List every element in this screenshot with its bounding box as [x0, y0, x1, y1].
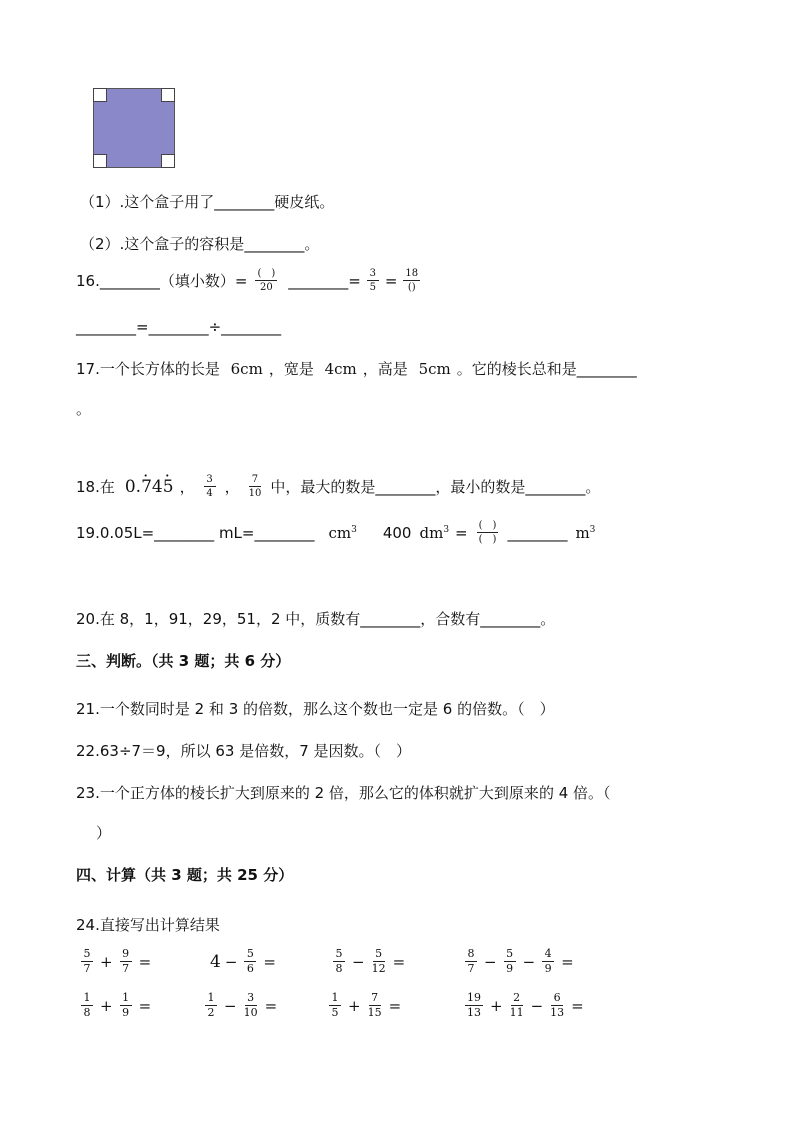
q18-digit-2: 4 — [151, 476, 163, 497]
calc-r2c2 — [202, 992, 281, 1019]
q18-tail: 中，最大的数是________，最小的数是________。 — [270, 478, 601, 496]
calc-den: 7 — [122, 962, 130, 975]
q22: 22.63÷7＝9，所以 63 是倍数，7 是因数。（ ） — [76, 742, 412, 760]
q20: 20.在 8，1，91，29，51，2 中，质数有________，合数有________。 — [76, 610, 556, 628]
calc-op: − — [484, 952, 497, 971]
calc-eq: = — [392, 952, 406, 971]
calc-den: 7 — [83, 962, 91, 975]
box-net-figure — [93, 88, 175, 168]
q19-unit-dm: dm — [419, 523, 444, 542]
q19-line — [76, 520, 595, 545]
q19-f-den: ( ) — [478, 534, 497, 545]
calc-den: 6 — [246, 962, 254, 975]
calc-num: 5 — [373, 948, 385, 962]
q17-width: 4cm — [324, 360, 357, 378]
calc-eq: = — [388, 996, 402, 1015]
calc-eq: = — [263, 952, 276, 971]
calc-r2c1 — [78, 992, 155, 1019]
q19-eq: = — [455, 523, 468, 542]
calc-r1c1 — [78, 948, 155, 975]
q16-f1-den: 20 — [259, 282, 273, 293]
calc-num: 4 — [542, 948, 554, 962]
q18-sep-1: ， — [179, 478, 195, 496]
calc-num: 2 — [511, 992, 523, 1006]
q19-f-num: ( ) — [478, 520, 497, 531]
calc-num: 7 — [369, 992, 381, 1006]
section-4-heading: 四、计算（共 3 题；共 25 分） — [76, 866, 294, 884]
q17-length: 6cm — [230, 360, 263, 378]
q18-sep-2: ， — [224, 478, 240, 496]
q16-line2: ________=________÷________ — [76, 318, 282, 336]
q18-f1-num: 3 — [204, 474, 216, 487]
calc-den: 2 — [207, 1006, 215, 1019]
q15-sub1: （1）.这个盒子用了________硬皮纸。 — [80, 193, 335, 211]
calc-op: + — [100, 996, 113, 1015]
calc-num: 1 — [329, 992, 341, 1006]
calc-r1c3 — [330, 948, 409, 975]
q19-unit-cm3 — [328, 524, 356, 542]
calc-den: 11 — [509, 1006, 524, 1019]
calc-num: 1 — [205, 992, 217, 1006]
q19-exp-3: 3 — [589, 524, 596, 535]
q21: 21.一个数同时是 2 和 3 的倍数，那么这个数也一定是 6 的倍数。（ ） — [76, 700, 555, 718]
q17-line — [76, 358, 637, 379]
calc-r2c3 — [326, 992, 405, 1019]
q19-lead: 19.0.05L=________ mL=________ — [76, 523, 315, 542]
calc-eq: = — [561, 952, 574, 971]
calc-op: − — [224, 996, 237, 1015]
calc-num: 1 — [81, 992, 93, 1006]
calc-den: 12 — [371, 962, 386, 975]
calc-den: 5 — [331, 1006, 339, 1019]
q18-f1-den: 4 — [206, 488, 213, 499]
calc-num: 1 — [120, 992, 132, 1006]
cut-corner-top-left — [93, 88, 107, 102]
cut-corner-bottom-right — [161, 154, 175, 168]
q16-blank: ________= — [288, 271, 361, 290]
q17-text-c: ，高是 — [362, 360, 408, 378]
q19-unit-cm: cm — [328, 523, 352, 542]
q17-text-a: 17.一个长方体的长是 — [76, 360, 220, 378]
q16-f1-num: ( ) — [257, 268, 276, 279]
q16-fraction-1 — [255, 268, 277, 293]
calc-num: 3 — [245, 992, 257, 1006]
calc-eq: = — [138, 996, 152, 1015]
calc-den: 9 — [506, 962, 514, 975]
q18-f2-den: 10 — [248, 488, 262, 499]
q16-f2-num: 3 — [367, 268, 379, 281]
calc-den: 13 — [550, 1006, 565, 1019]
calc-den: 10 — [243, 1006, 258, 1019]
calc-op: + — [100, 952, 113, 971]
q15-sub2: （2）.这个盒子的容积是________。 — [80, 235, 320, 253]
calc-int: 4 — [210, 951, 221, 972]
calc-eq: = — [138, 952, 152, 971]
q19-unit-dm3 — [419, 524, 449, 542]
calc-num: 9 — [120, 948, 132, 962]
q17-end: 。 — [76, 400, 92, 418]
q16-f2-den: 5 — [369, 282, 377, 293]
calc-eq: = — [571, 996, 584, 1015]
calc-den: 13 — [467, 1006, 481, 1019]
calc-op: − — [224, 952, 238, 971]
q18-lead: 18.在 — [76, 478, 115, 496]
q19-exp-1: 3 — [351, 524, 357, 535]
calc-r2c4 — [462, 992, 588, 1019]
q17-text-d: 。它的棱长总和是________ — [456, 360, 637, 378]
calc-den: 9 — [122, 1006, 130, 1019]
calc-num: 5 — [504, 948, 516, 962]
calc-num: 5 — [81, 948, 93, 962]
q19-unit-m: m — [575, 523, 590, 542]
q18-decimal-int: 0. — [124, 476, 142, 497]
calc-op: − — [530, 996, 544, 1015]
q24-title: 24.直接写出计算结果 — [76, 916, 220, 934]
calc-r1c4 — [462, 948, 578, 975]
q19-fraction — [477, 520, 499, 545]
q18-fraction-1 — [204, 474, 216, 499]
calc-r1c2 — [210, 948, 280, 975]
q16-line1 — [76, 268, 423, 293]
q19-unit-m3 — [575, 524, 595, 542]
q18-fraction-2 — [249, 474, 262, 499]
calc-op: + — [490, 996, 503, 1015]
calc-op: + — [348, 996, 361, 1015]
q16-f3-den: () — [407, 282, 416, 293]
calc-num: 8 — [465, 948, 477, 962]
q18-digit-dotted-1: · 7 — [141, 477, 152, 497]
q18-line — [76, 474, 600, 499]
calc-num: 5 — [244, 948, 256, 962]
calc-den: 9 — [544, 962, 552, 975]
q17-text-b: ，宽是 — [268, 360, 314, 378]
q16-f3-num: 18 — [405, 268, 419, 279]
q17-height: 5cm — [418, 360, 451, 378]
cut-corner-bottom-left — [93, 154, 107, 168]
q16-eq: = — [384, 271, 398, 290]
q23-line2: ） — [96, 824, 112, 842]
q19-value: 400 — [382, 523, 412, 542]
cut-corner-top-right — [161, 88, 175, 102]
q23-line1: 23.一个正方体的棱长扩大到原来的 2 倍，那么它的体积就扩大到原来的 4 倍。（ — [76, 784, 611, 802]
q18-digit-dotted-3: · 5 — [163, 477, 174, 497]
q18-repeating-decimal — [125, 477, 174, 497]
calc-op: − — [352, 952, 365, 971]
calc-op: − — [522, 952, 536, 971]
q18-f2-num: 7 — [249, 474, 261, 487]
calc-den: 15 — [367, 1006, 382, 1019]
q16-fraction-3 — [403, 268, 420, 293]
calc-num: 6 — [551, 992, 563, 1006]
calc-num: 19 — [467, 991, 481, 1004]
calc-den: 8 — [335, 962, 343, 975]
calc-den: 8 — [83, 1006, 91, 1019]
calc-den: 7 — [467, 962, 475, 975]
q19-exp-2: 3 — [443, 524, 450, 535]
calc-eq: = — [264, 996, 278, 1015]
q16-lead: 16.________（填小数）= — [76, 272, 248, 290]
calc-num: 5 — [333, 948, 345, 962]
q16-fraction-2 — [367, 268, 379, 293]
q19-blank: ________ — [507, 523, 568, 542]
section-3-heading: 三、判断。（共 3 题；共 6 分） — [76, 652, 291, 670]
